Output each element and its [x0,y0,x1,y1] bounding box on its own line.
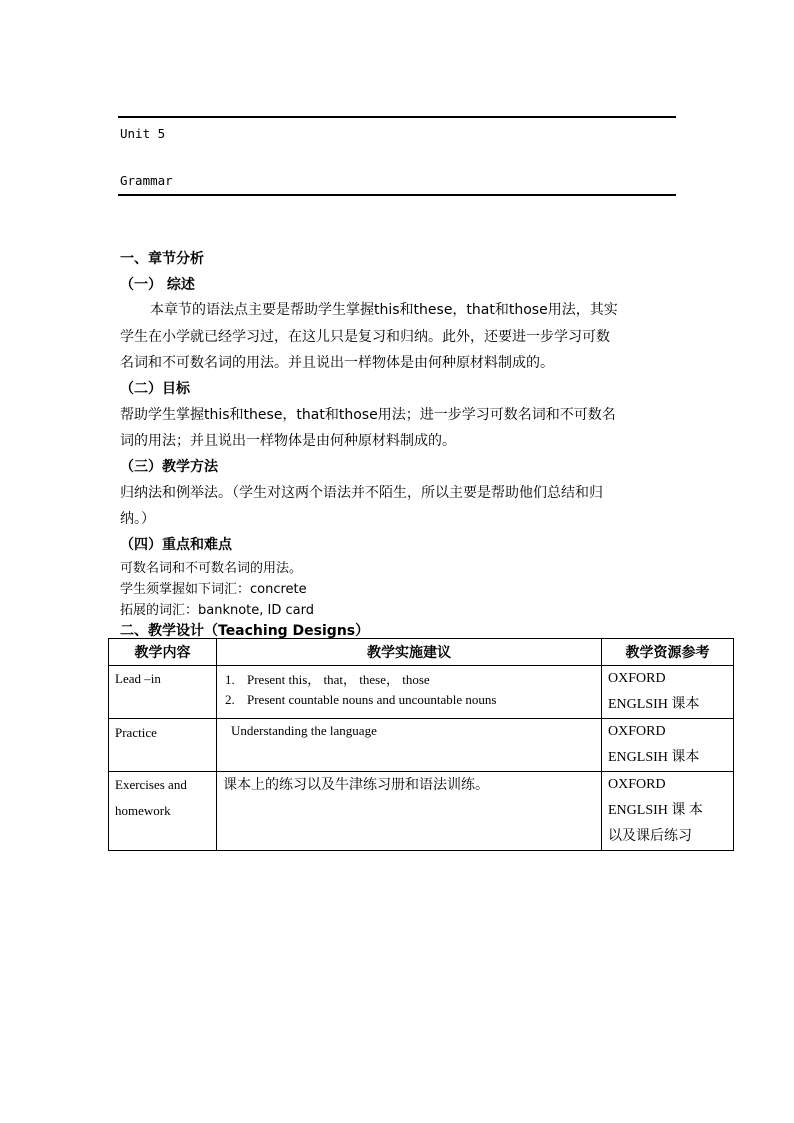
sub2-line-2: 词的用法；并且说出一样物体是由何种原材料制成的。 [120,433,456,449]
unit-label: Unit 5 [120,126,166,141]
row1-suggestions [217,666,602,719]
sub1-line-3: 名词和不可数名词的用法。并且说出一样物体是由何种原材料制成的。 [120,355,554,371]
sub3-line-1: 归纳法和例举法。（学生对这两个语法并不陌生，所以主要是帮助他们总结和归 [120,485,603,501]
sub1-title: （一） 综述 [120,277,195,293]
list-item: 1. Present this， that， these， those [225,672,430,687]
header-resources: 教学资源参考 [602,639,734,666]
section2-title: 二、教学设计（Teaching Designs） [120,623,370,639]
row1-content: Lead –in [109,666,217,719]
header-content: 教学内容 [109,639,217,666]
row2-content: Practice [109,719,217,772]
section1-title: 一、章节分析 [120,251,204,267]
table-row [109,666,734,719]
header-bottom-rule [118,194,676,196]
row1-resources: OXFORD ENGLSIH 课本 [602,666,734,719]
header-suggestions: 教学实施建议 [217,639,602,666]
sub1-line-2: 学生在小学就已经学习过，在这儿只是复习和归纳。此外，还要进一步学习可数 [120,329,610,345]
sub4-title: （四）重点和难点 [120,537,232,553]
table-header-row [109,639,734,666]
row3-content: Exercises and homework [109,772,217,851]
row3-resources: OXFORD ENGLSIH 课 本 以及课后练习 [602,772,734,851]
table-row [109,719,734,772]
sub4-line-3: 拓展的词汇：banknote, ID card [120,603,314,618]
topic-label: Grammar [120,173,173,188]
row2-suggestion: Understanding the language [217,719,602,772]
row3-suggestion: 课本上的练习以及牛津练习册和语法训练。 [217,772,602,851]
sub4-line-2: 学生须掌握如下词汇：concrete [120,582,307,597]
sub2-title: （二）目标 [120,381,190,397]
list-item: 2. Present countable nouns and uncountable nouns [225,692,497,707]
teaching-design-table [108,638,734,851]
header-top-rule [118,116,676,118]
sub3-title: （三）教学方法 [120,459,218,475]
row1-suggestion-list [225,670,595,710]
sub1-line-1: 本章节的语法点主要是帮助学生掌握this和these，that和those用法，其实 [150,302,618,318]
sub3-line-2: 纳。） [120,511,155,527]
table-row [109,772,734,851]
sub2-line-1: 帮助学生掌握this和these，that和those用法；进一步学习可数名词和不可数名 [120,407,616,423]
sub4-line-1: 可数名词和不可数名词的用法。 [120,561,303,576]
row2-resources: OXFORD ENGLSIH 课本 [602,719,734,772]
